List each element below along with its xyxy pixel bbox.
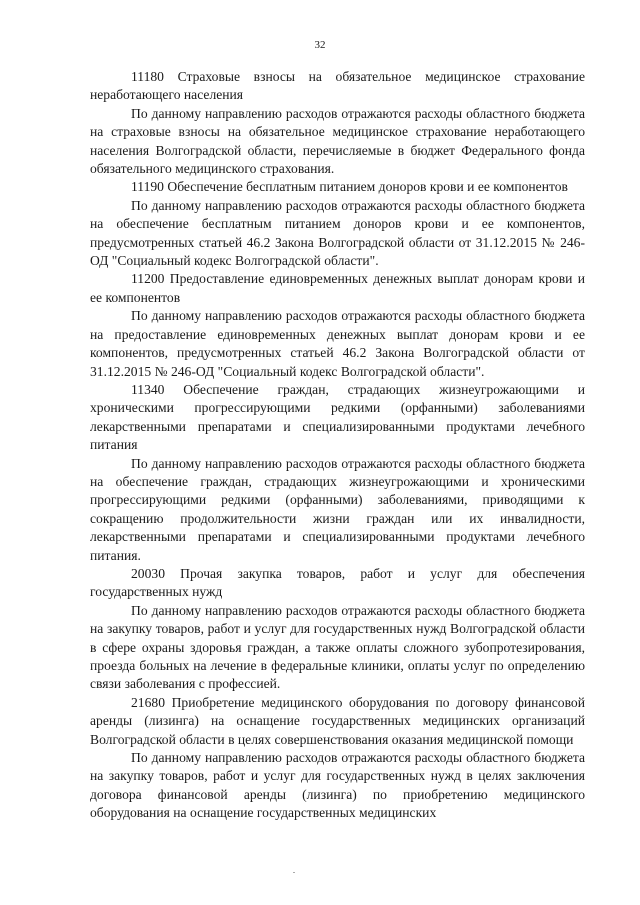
section-body-11340: По данному направлению расходов отражаются расходы областного бюджета на обеспечение граждан, страдающих жизнеугрожающими и хроническими прогрессирующими редкими (орфанными) заболеваниями, приводящими к сокращению продолжительности жизни граждан или их инвалидности, лекарственными препаратами и специализированными продуктами лечебного питания. (90, 455, 585, 563)
section-body-21680: По данному направлению расходов отражаются расходы областного бюджета на закупку товаров, работ и услуг для государственных нужд в целях заключения договора финансовой аренды (лизинга) по приобретению медицинского оборудования на оснащение государственных медицинских (90, 750, 585, 821)
section-heading-11180: 11180 Страховые взносы на обязательное медицинское страхование неработающего населения (90, 69, 585, 103)
section-body-20030: По данному направлению расходов отражаются расходы областного бюджета на закупку товаров, работ и услуг для государственных нужд Волгоградской области в сфере охраны здоровья граждан, а также оплаты сложного зубопротезирования, проезда больных на лечение в федеральные клиники, оплаты услуг по определению связи заболевания с профессией. (90, 602, 585, 692)
section-heading-21680: 21680 Приобретение медицинского оборудования по договору финансовой аренды (лизинга) на оснащение государственных медицинских организаций Волгоградской области в целях совершенствования оказания медицинской помощи (90, 694, 585, 747)
section-body-11180: По данному направлению расходов отражаются расходы областного бюджета на страховые взносы на обязательное медицинское страхование неработающего населения Волгоградской области, перечисляемые в бюджет Федерального фонда обязательного медицинского страхования. (90, 105, 585, 177)
section-heading-11340: 11340 Обеспечение граждан, страдающих жизнеугрожающими и хроническими прогрессирующими редкими (орфанными) заболеваниями лекарственными препаратами и специализированными продуктами лечебного питания (90, 381, 585, 453)
section-heading-11200: 11200 Предоставление единовременных денежных выплат донорам крови и ее компонентов (90, 271, 585, 305)
section-heading-20030: 20030 Прочая закупка товаров, работ и услуг для обеспечения государственных нужд (90, 565, 585, 600)
section-body-11190: По данному направлению расходов отражаются расходы областного бюджета на обеспечение бесплатным питанием доноров крови и ее компонентов, предусмотренных статьей 46.2 Закона Волгоградской области от 31.12.2015 № 246-ОД "Социальный кодекс Волгоградской области". (90, 197, 585, 269)
page-number: 32 (314, 39, 326, 51)
section-heading-11190: 11190 Обеспечение бесплатным питанием доноров крови и ее компонентов (131, 179, 568, 195)
section-body-11200: По данному направлению расходов отражаются расходы областного бюджета на предоставление единовременных денежных выплат донорам крови и ее компонентов, предусмотренных статьей 46.2 Закона Волгоградской области от 31.12.2015 № 246-ОД "Социальный кодекс Волгоградской области". (90, 308, 585, 379)
scan-artifact-dot (293, 872, 295, 873)
document-body (90, 68, 585, 823)
